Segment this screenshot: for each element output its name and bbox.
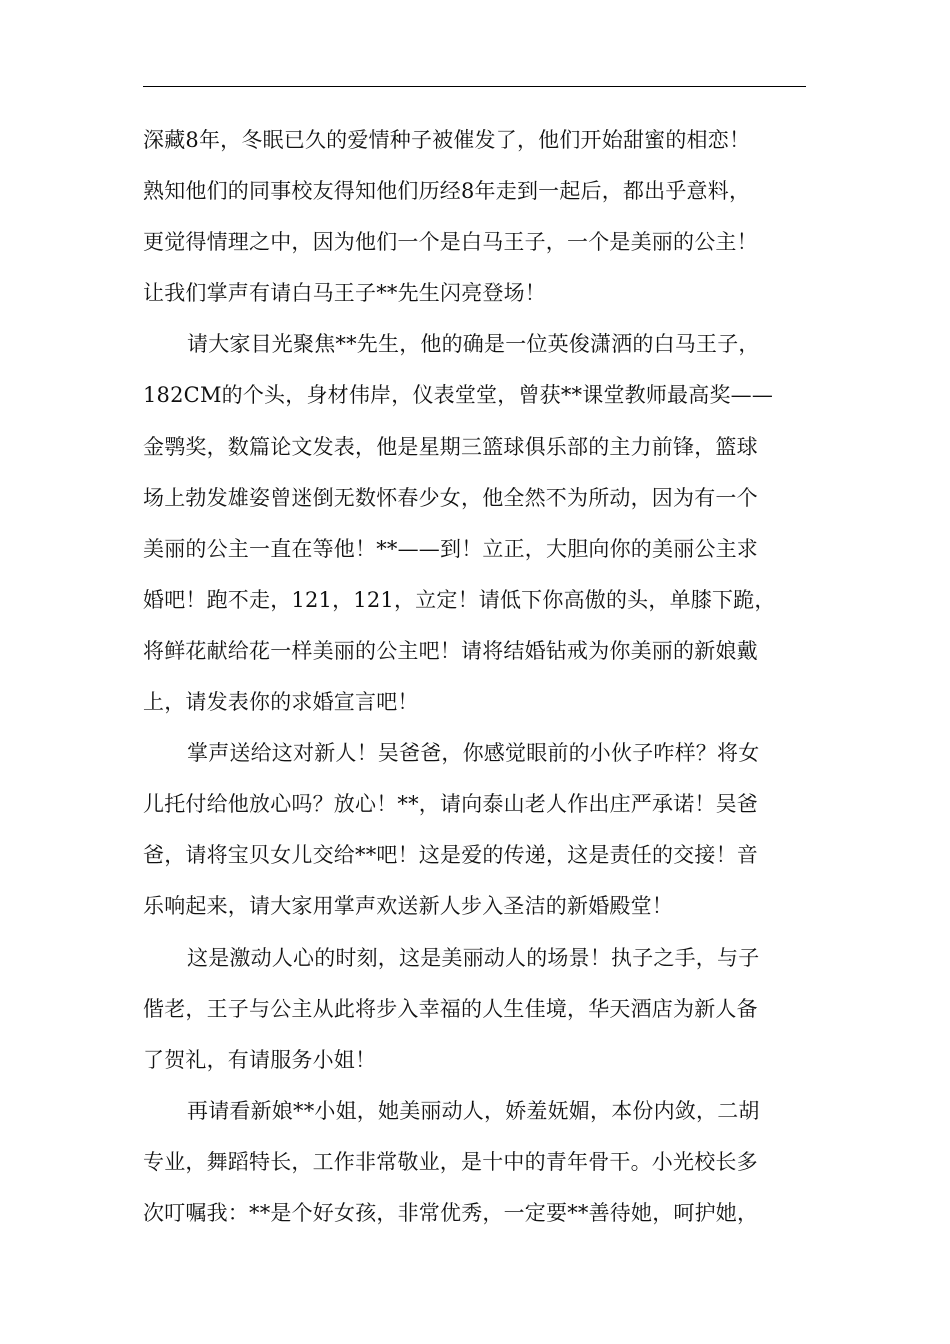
paragraph-first-line: 掌声送给这对新人！吴爸爸，你感觉眼前的小伙子咋样？将女 bbox=[187, 741, 760, 766]
text-line: 儿托付给他放心吗？放心！**，请向泰山老人作出庄严承诺！吴爸 bbox=[143, 792, 758, 817]
text-line: 更觉得情理之中，因为他们一个是白马王子，一个是美丽的公主！ bbox=[143, 230, 758, 255]
text-line: 偕老，王子与公主从此将步入幸福的人生佳境，华天酒店为新人备 bbox=[143, 996, 758, 1021]
paragraph-first-line: 这是激动人心的时刻，这是美丽动人的场景！执子之手，与子 bbox=[187, 945, 760, 970]
text-line: 爸，请将宝贝女儿交给**吧！这是爱的传递，这是责任的交接！音 bbox=[143, 843, 758, 868]
text-line: 了贺礼，有请服务小姐！ bbox=[143, 1047, 377, 1072]
text-line: 金鹗奖，数篇论文发表，他是星期三篮球俱乐部的主力前锋，篮球 bbox=[143, 434, 758, 459]
header-rule bbox=[143, 86, 806, 87]
text-line: 深藏8年，冬眠已久的爱情种子被催发了，他们开始甜蜜的相恋！ bbox=[143, 128, 751, 152]
text-line: 乐响起来，请大家用掌声欢送新人步入圣洁的新婚殿堂！ bbox=[143, 894, 673, 919]
text-line: 场上勃发雄姿曾迷倒无数怀春少女，他全然不为所动，因为有一个 bbox=[143, 485, 758, 510]
text-line: 美丽的公主一直在等他！**——到！立正，大胆向你的美丽公主求 bbox=[143, 536, 758, 561]
paragraph-first-line: 再请看新娘**小姐，她美丽动人，娇羞妩媚，本份内敛，二胡 bbox=[187, 1098, 760, 1123]
text-line: 让我们掌声有请白马王子**先生闪亮登场！ bbox=[143, 281, 546, 306]
document-body bbox=[143, 115, 808, 1239]
text-line: 182CM的个头，身材伟岸，仪表堂堂，曾获**课堂教师最高奖—— bbox=[143, 383, 774, 408]
text-line: 将鲜花献给花一样美丽的公主吧！请将结婚钻戒为你美丽的新娘戴 bbox=[143, 638, 758, 663]
text-line: 熟知他们的同事校友得知他们历经8年走到一起后，都出乎意料， bbox=[143, 179, 751, 204]
text-line: 上，请发表你的求婚宣言吧！ bbox=[143, 690, 419, 715]
text-line: 婚吧！跑不走，121，121，立定！请低下你高傲的头，单膝下跪， bbox=[143, 587, 776, 612]
paragraph-first-line: 请大家目光聚焦**先生，他的确是一位英俊潇洒的白马王子， bbox=[187, 332, 760, 357]
text-line: 专业，舞蹈特长，工作非常敬业，是十中的青年骨干。小光校长多 bbox=[143, 1149, 758, 1174]
text-line: 次叮嘱我：**是个好女孩，非常优秀，一定要**善待她，呵护她， bbox=[143, 1200, 759, 1225]
